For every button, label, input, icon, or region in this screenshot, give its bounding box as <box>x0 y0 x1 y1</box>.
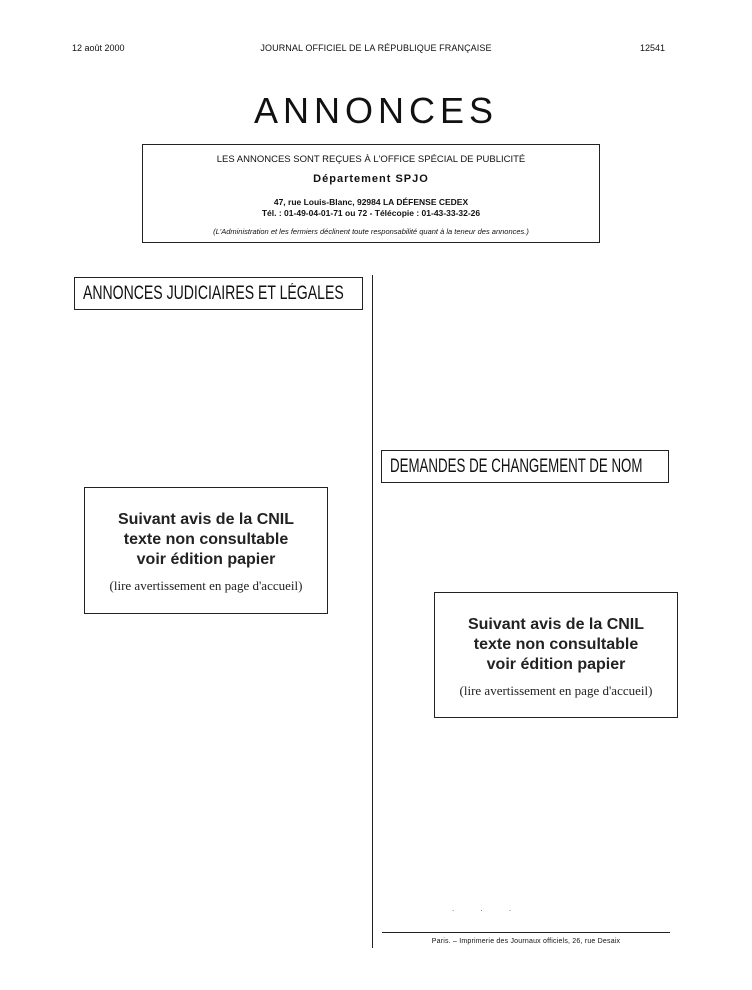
cnil-line-1: Suivant avis de la CNIL <box>467 616 645 633</box>
notice-phone: Tél. : 01-49-04-01-71 ou 72 - Télécopie : 01-43-33-32-26 <box>261 208 481 218</box>
publicity-notice-box <box>142 144 600 243</box>
cnil-notice-box <box>84 487 328 614</box>
notice-disclaimer: (L'Administration et les fermiers déclinent toute responsabilité quant à la teneur des annonces.) <box>213 227 529 236</box>
page-title: ANNONCES <box>253 90 499 131</box>
cnil-line-3: voir édition papier <box>136 551 276 568</box>
cnil-note: (lire avertissement en page d'accueil) <box>459 683 653 698</box>
notice-intro: LES ANNONCES SONT REÇUES À L'OFFICE SPÉCIAL DE PUBLICITÉ <box>216 154 526 165</box>
footer-rule <box>382 932 670 933</box>
section-heading-name-change <box>381 450 669 483</box>
section-heading-judicial-label: ANNONCES JUDICIAIRES ET LÉGALES <box>83 283 344 304</box>
cnil-line-3: voir édition papier <box>486 656 626 673</box>
cnil-line-2: texte non consultable <box>123 531 289 548</box>
cnil-line-1: Suivant avis de la CNIL <box>117 511 295 528</box>
journal-title: JOURNAL OFFICIEL DE LA RÉPUBLIQUE FRANÇAISE <box>260 43 492 53</box>
section-heading-judicial <box>74 277 363 310</box>
notice-address: 47, rue Louis-Blanc, 92984 LA DÉFENSE CEDEX <box>273 197 469 207</box>
printer-imprint: Paris. – Imprimerie des Journaux officiels, 26, rue Desaix <box>431 938 621 945</box>
page-number: 12541 <box>640 43 666 53</box>
cnil-notice-box <box>434 592 678 718</box>
cnil-note: (lire avertissement en page d'accueil) <box>109 578 303 593</box>
header-date: 12 août 2000 <box>72 43 125 53</box>
decorative-dots: . . . <box>452 904 524 913</box>
cnil-line-2: texte non consultable <box>473 636 639 653</box>
notice-department: Département SPJO <box>313 173 429 185</box>
column-divider <box>372 275 373 948</box>
section-heading-name-change-label: DEMANDES DE CHANGEMENT DE NOM <box>390 456 643 477</box>
